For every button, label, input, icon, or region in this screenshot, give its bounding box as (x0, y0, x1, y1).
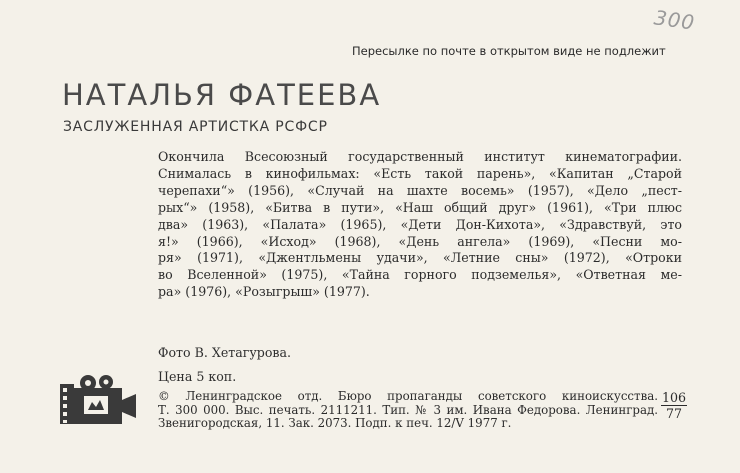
bio-line: во Вселенной» (1975), «Тайна горного подземелья», «Ответная ме- (158, 267, 682, 283)
actress-name: НАТАЛЬЯ ФАТЕЕВА (62, 78, 382, 112)
handwritten-note: 300 (652, 5, 697, 35)
bio-line: Окончила Всесоюзный государственный институт кинематографии. (158, 149, 682, 164)
photo-credit: Фото В. Хетагурова. (158, 345, 291, 360)
bio-line: ря» (1971), «Джентльмены удачи», «Летние сны» (1972), «Отроки (158, 250, 682, 266)
fraction-denominator: 77 (665, 406, 683, 421)
price: Цена 5 коп. (158, 369, 237, 384)
bio-line: ра» (1976), «Розыгрыш» (1977). (158, 284, 370, 300)
bio-line: рых“» (1958), «Битва в пути», «Наш общий друг» (1961), «Три плюс (158, 199, 682, 215)
imprint-line: Т. 300 000. Выс. печать. 2111211. Тип. № 3 им. Ивана Федорова. Ленинград. (158, 402, 658, 417)
film-camera-logo-icon (60, 374, 138, 424)
bio-line: два» (1963), «Палата» (1965), «Дети Дон-Кихота», «Здравствуй, это (158, 216, 682, 232)
fraction-numerator: 106 (661, 390, 687, 405)
biography (158, 149, 682, 301)
bio-line: Снималась в кинофильмах: «Есть такой парень», «Капитан „Старой (158, 165, 682, 181)
bio-line: черепахи“» (1956), «Случай на шахте восемь» (1957), «Дело „пест- (158, 182, 682, 198)
imprint-line: © Ленинградское отд. Бюро пропаганды советского киноискусства. (158, 389, 658, 403)
mail-notice: Пересылке по почте в открытом виде не подлежит (352, 44, 666, 58)
publisher-imprint (158, 390, 658, 431)
catalog-fraction (661, 390, 687, 422)
actress-title: ЗАСЛУЖЕННАЯ АРТИСТКА РСФСР (63, 119, 328, 135)
bio-line: я!» (1966), «Исход» (1968), «День ангела» (1969), «Песни мо- (158, 233, 682, 249)
imprint-line: Звенигородская, 11. Зак. 2073. Подп. к печ. 12/V 1977 г. (158, 416, 512, 431)
